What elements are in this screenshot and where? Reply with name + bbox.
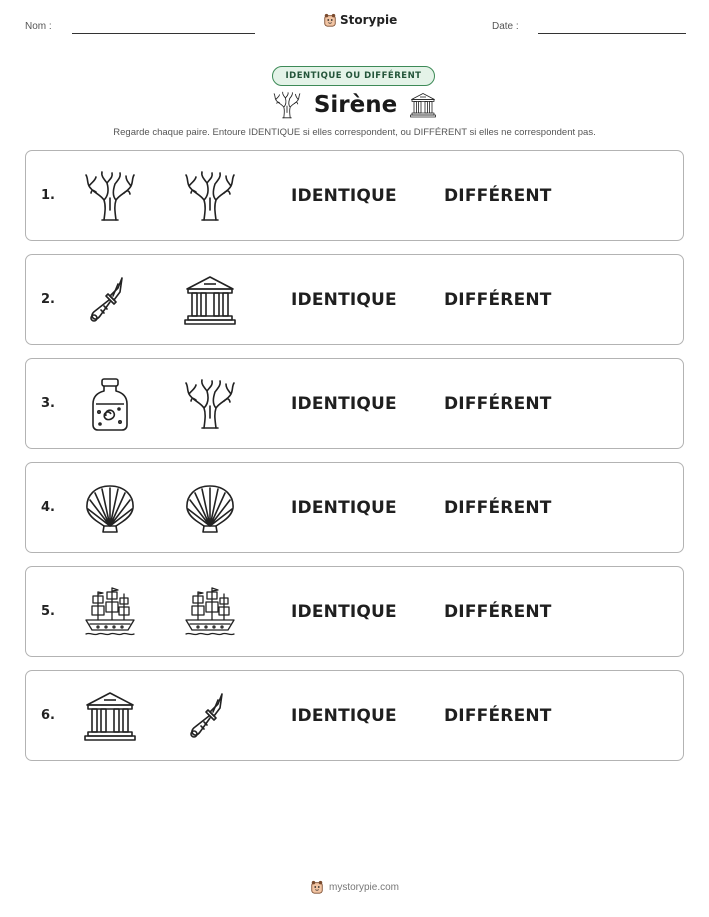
name-field[interactable]: [72, 33, 255, 34]
row-number: 4.: [41, 500, 55, 515]
seashell-icon: [182, 480, 238, 536]
different-option[interactable]: DIFFÉRENT: [444, 289, 552, 310]
footer: [0, 880, 709, 894]
page-title: Sirène: [313, 92, 398, 118]
instructions: Regarde chaque paire. Entoure IDENTIQUE si elles correspondent, ou DIFFÉRENT si elles ne correspondent pas.: [113, 127, 596, 138]
seashell-icon: [82, 480, 138, 536]
dagger-icon: [182, 688, 238, 744]
footer-url: mystorypie.com: [328, 881, 399, 893]
identique-option[interactable]: IDENTIQUE: [291, 705, 397, 726]
coral-icon: [272, 90, 302, 120]
different-option[interactable]: DIFFÉRENT: [444, 601, 552, 622]
storypie-logo-icon: [310, 880, 324, 894]
row-number: 2.: [41, 292, 55, 307]
identique-option[interactable]: IDENTIQUE: [291, 497, 397, 518]
pirate-ship-icon: [82, 584, 138, 640]
coral-icon: [182, 168, 238, 224]
brand-logo: [323, 13, 397, 27]
different-option[interactable]: DIFFÉRENT: [444, 497, 552, 518]
brand-name: Storypie: [340, 13, 398, 27]
coral-icon: [82, 168, 138, 224]
different-option[interactable]: DIFFÉRENT: [444, 185, 552, 206]
pair-row-6: [25, 670, 684, 761]
pair-row-1: [25, 150, 684, 241]
date-field[interactable]: [538, 33, 686, 34]
pair-row-2: [25, 254, 684, 345]
dagger-icon: [82, 272, 138, 328]
identique-option[interactable]: IDENTIQUE: [291, 393, 397, 414]
different-option[interactable]: DIFFÉRENT: [444, 393, 552, 414]
worksheet-type-badge: IDENTIQUE OU DIFFÉRENT: [272, 66, 435, 86]
identique-option[interactable]: IDENTIQUE: [291, 601, 397, 622]
potion-bottle-icon: [82, 376, 138, 432]
date-label: Date :: [492, 21, 519, 32]
storypie-logo-icon: [323, 13, 337, 27]
row-number: 1.: [41, 188, 55, 203]
different-option[interactable]: DIFFÉRENT: [444, 705, 552, 726]
name-label: Nom :: [25, 21, 52, 32]
pirate-ship-icon: [182, 584, 238, 640]
title-row: [0, 90, 709, 120]
temple-icon: [409, 91, 437, 119]
identique-option[interactable]: IDENTIQUE: [291, 185, 397, 206]
coral-icon: [182, 376, 238, 432]
row-number: 5.: [41, 604, 55, 619]
pair-row-3: [25, 358, 684, 449]
temple-icon: [82, 688, 138, 744]
pair-row-4: [25, 462, 684, 553]
pair-row-5: [25, 566, 684, 657]
row-number: 6.: [41, 708, 55, 723]
identique-option[interactable]: IDENTIQUE: [291, 289, 397, 310]
row-number: 3.: [41, 396, 55, 411]
temple-icon: [182, 272, 238, 328]
